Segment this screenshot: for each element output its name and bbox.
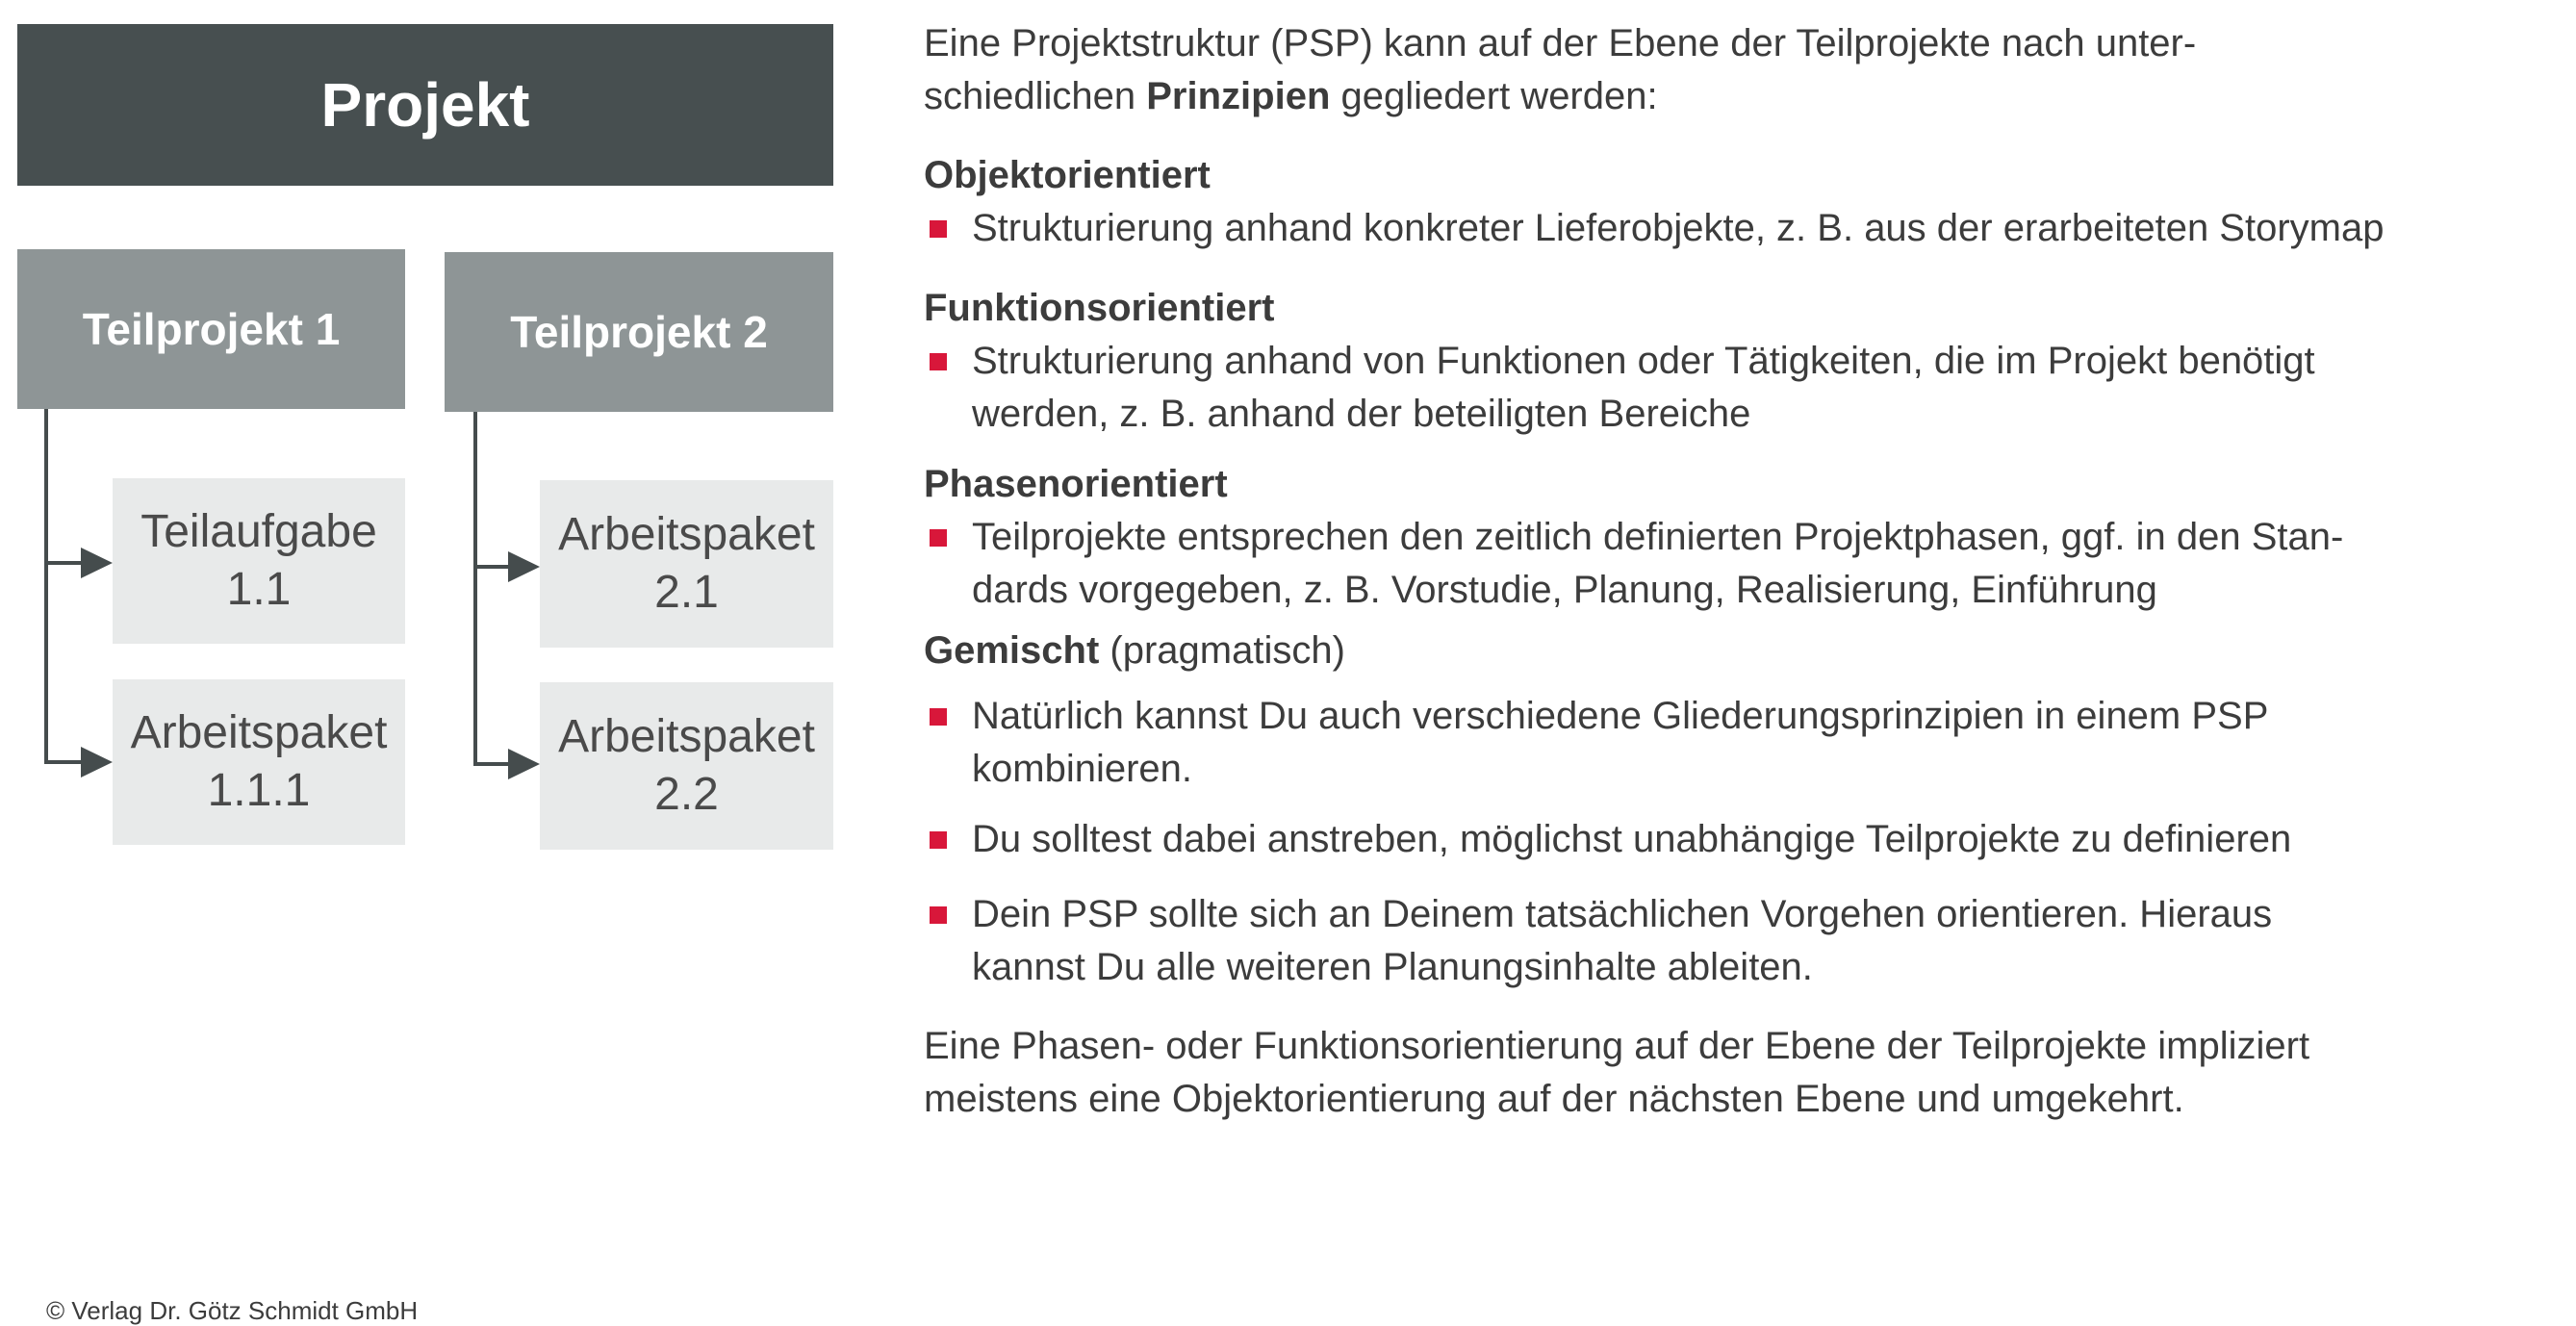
- bullet-text-line: Teilprojekte entsprechen den zeitlich definierten Projektphasen, ggf. in den Stan-: [972, 516, 2344, 558]
- intro-bold: Prinzipien: [1146, 75, 1331, 117]
- node-label-line1: Teilaufgabe: [140, 506, 377, 557]
- connector-line-tp1: [46, 409, 83, 762]
- node-label: Teilprojekt 1: [82, 304, 341, 354]
- bullet-square-icon: [930, 353, 947, 370]
- bullet-item: [924, 813, 2560, 866]
- heading-gemischt: [924, 625, 2560, 677]
- bullet-text-line: kombinieren.: [972, 748, 1193, 790]
- bullet-square-icon: [930, 708, 947, 726]
- copyright-notice: © Verlag Dr. Götz Schmidt GmbH: [46, 1296, 419, 1325]
- node-label-line2: 2.2: [654, 769, 719, 820]
- node-label-line1: Arbeitspaket: [558, 711, 815, 762]
- heading-bold: Gemischt: [924, 629, 1100, 672]
- arrow-head-icon: [508, 551, 540, 582]
- bullet-item: [924, 888, 2560, 994]
- bullet-text-line: Strukturierung anhand von Funktionen oder Tätigkeiten, die im Projekt benötigt: [972, 340, 2315, 382]
- node-label-line1: Arbeitspaket: [130, 707, 388, 758]
- bullet-text-line: dards vorgegeben, z. B. Vorstudie, Planung, Realisierung, Einführung: [972, 569, 2157, 611]
- bullet-square-icon: [930, 906, 947, 924]
- connector-line-tp2: [475, 412, 510, 764]
- node-label: Teilprojekt 2: [510, 307, 768, 357]
- bullet-square-icon: [930, 529, 947, 547]
- arrow-head-icon: [81, 548, 113, 578]
- intro-text: schiedlichen: [924, 75, 1147, 117]
- bullet-item: [924, 511, 2560, 617]
- arrow-head-icon: [81, 747, 113, 778]
- tree-connectors: [0, 0, 924, 866]
- arrow-head-icon: [508, 749, 540, 779]
- node-label-line1: Arbeitspaket: [558, 509, 815, 560]
- bullet-square-icon: [930, 831, 947, 849]
- bullet-item: [924, 690, 2560, 796]
- node-label-line2: 1.1.1: [207, 765, 311, 816]
- root-node-label: Projekt: [320, 70, 530, 140]
- intro-line-1: Eine Projektstruktur (PSP) kann auf der Ebene der Teilprojekte nach unter-: [924, 22, 2197, 64]
- heading-objektorientiert: Objektorientiert: [924, 154, 1211, 196]
- bullet-text-line: Natürlich kannst Du auch verschiedene Gliederungsprinzipien in einem PSP: [972, 695, 2269, 737]
- bullet-square-icon: [930, 220, 947, 238]
- intro-line-2: [924, 70, 2560, 123]
- node-label-line2: 2.1: [654, 567, 719, 618]
- intro-text: gegliedert werden:: [1330, 75, 1658, 117]
- outro-line-2: meistens eine Objektorientierung auf der nächsten Ebene und umgekehrt.: [924, 1078, 2184, 1120]
- outro-line-1: Eine Phasen- oder Funktionsorientierung auf der Ebene der Teilprojekte impliziert: [924, 1025, 2310, 1067]
- bullet-item: [924, 335, 2560, 441]
- heading-funktionsorientiert: Funktionsorientiert: [924, 287, 1275, 329]
- heading-phasenorientiert: Phasenorientiert: [924, 463, 1228, 505]
- heading-suffix: (pragmatisch): [1099, 629, 1345, 672]
- bullet-item: [924, 202, 2560, 255]
- bullet-text-line: werden, z. B. anhand der beteiligten Bereiche: [972, 393, 1751, 435]
- bullet-text-line: kannst Du alle weiteren Planungsinhalte ableiten.: [972, 946, 1813, 988]
- bullet-text: Strukturierung anhand konkreter Lieferobjekte, z. B. aus der erarbeiteten Storymap: [972, 207, 2385, 249]
- text-column: [924, 17, 2560, 1126]
- bullet-text-line: Dein PSP sollte sich an Deinem tatsächlichen Vorgehen orientieren. Hieraus: [972, 893, 2273, 935]
- bullet-text: Du solltest dabei anstreben, möglichst unabhängige Teilprojekte zu definieren: [972, 818, 2292, 860]
- node-label-line2: 1.1: [226, 564, 292, 615]
